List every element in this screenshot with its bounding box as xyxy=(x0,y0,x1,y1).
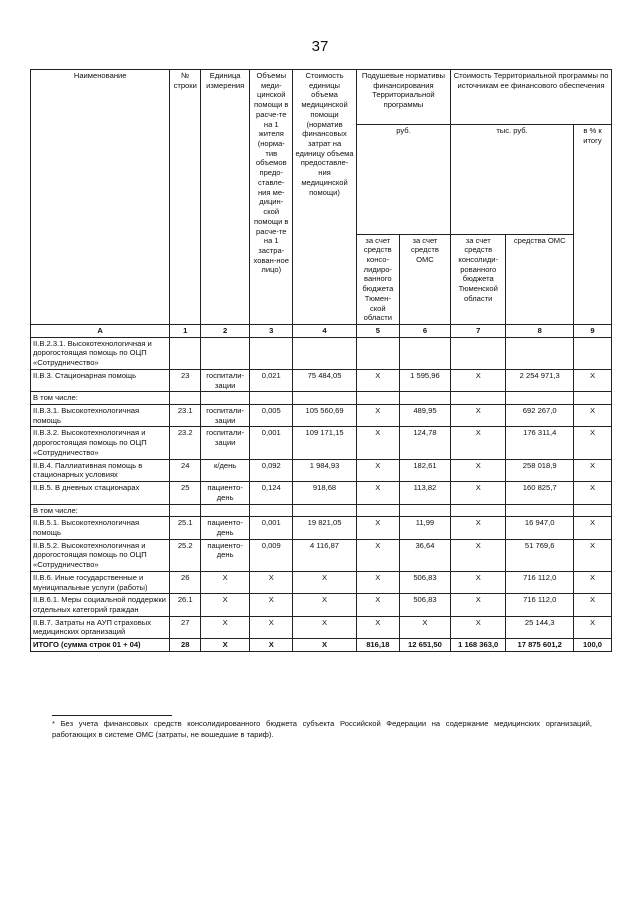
row-per-capita-oms xyxy=(399,337,450,369)
row-volume: 0,001 xyxy=(250,427,293,459)
row-total-budget xyxy=(451,337,506,369)
row-unit-cost: 19 821,05 xyxy=(293,517,357,539)
row-percent: Х xyxy=(574,571,612,593)
row-percent: Х xyxy=(574,517,612,539)
row-name: II.В.5.2. Высокотехнологичная и дорогостоящая помощь по ОЦП «Сотрудничество» xyxy=(31,539,170,571)
row-unit-cost: Х xyxy=(293,571,357,593)
row-volume xyxy=(250,504,293,517)
row-volume: Х xyxy=(250,616,293,638)
row-per-capita-budget: Х xyxy=(356,517,399,539)
row-unit: Х xyxy=(201,616,250,638)
row-percent: Х xyxy=(574,405,612,427)
row-unit: Х xyxy=(201,571,250,593)
row-name: II.В.3.2. Высокотехнологичная и дорогостоящая помощь по ОЦП «Сотрудничество» xyxy=(31,427,170,459)
row-volume xyxy=(250,392,293,405)
row-total-budget: Х xyxy=(451,539,506,571)
row-total-budget: Х xyxy=(451,571,506,593)
financing-table xyxy=(30,69,612,652)
row-per-capita-budget: Х xyxy=(356,594,399,616)
row-name: II.В.3.1. Высокотехнологичная помощь xyxy=(31,405,170,427)
column-number: А xyxy=(31,325,170,338)
row-unit: госпитали-зации xyxy=(201,405,250,427)
row-per-capita-oms xyxy=(399,392,450,405)
row-per-capita-oms xyxy=(399,504,450,517)
column-number: 3 xyxy=(250,325,293,338)
row-percent: Х xyxy=(574,369,612,391)
row-per-capita-oms: 506,83 xyxy=(399,594,450,616)
column-number: 8 xyxy=(506,325,574,338)
table-row xyxy=(31,369,612,391)
row-percent: Х xyxy=(574,427,612,459)
row-unit-cost: 1 984,93 xyxy=(293,459,357,481)
row-total-oms: 2 254 971,3 xyxy=(506,369,574,391)
row-volume: 0,092 xyxy=(250,459,293,481)
row-total-oms: 258 018,9 xyxy=(506,459,574,481)
row-total-oms: 51 769,6 xyxy=(506,539,574,571)
row-total-budget: Х xyxy=(451,459,506,481)
table-row xyxy=(31,392,612,405)
row-percent xyxy=(574,504,612,517)
row-total-oms xyxy=(506,392,574,405)
row-name: II.В.3. Стационарная помощь xyxy=(31,369,170,391)
table-row xyxy=(31,504,612,517)
row-total-oms: 16 947,0 xyxy=(506,517,574,539)
row-per-capita-budget xyxy=(356,392,399,405)
row-total-budget xyxy=(451,392,506,405)
row-name: II.В.4. Паллиативная помощь в стационарных условиях xyxy=(31,459,170,481)
row-per-capita-budget: Х xyxy=(356,369,399,391)
row-total-oms: 716 112,0 xyxy=(506,594,574,616)
row-percent: Х xyxy=(574,482,612,504)
header-total-oms: средства ОМС xyxy=(506,234,574,324)
row-per-capita-budget: Х xyxy=(356,539,399,571)
header-total-cost: Стоимость Территориальной программы по источникам ее финансового обеспечения xyxy=(451,70,612,125)
row-per-capita-oms: 36,64 xyxy=(399,539,450,571)
table-row xyxy=(31,639,612,652)
row-unit-cost: Х xyxy=(293,594,357,616)
row-unit: пациенто-день xyxy=(201,517,250,539)
row-percent: 100,0 xyxy=(574,639,612,652)
row-unit-cost: Х xyxy=(293,639,357,652)
table-row xyxy=(31,616,612,638)
row-unit xyxy=(201,337,250,369)
row-number: 27 xyxy=(170,616,201,638)
row-per-capita-oms: 489,95 xyxy=(399,405,450,427)
row-per-capita-oms: 124,78 xyxy=(399,427,450,459)
row-total-oms xyxy=(506,337,574,369)
footnote-separator xyxy=(52,715,172,716)
row-total-budget: 1 168 363,0 xyxy=(451,639,506,652)
row-total-oms: 176 311,4 xyxy=(506,427,574,459)
row-percent: Х xyxy=(574,594,612,616)
row-number: 23.2 xyxy=(170,427,201,459)
header-per-capita-oms: за счет средств ОМС xyxy=(399,234,450,324)
column-number: 6 xyxy=(399,325,450,338)
row-total-oms: 25 144,3 xyxy=(506,616,574,638)
row-total-budget: Х xyxy=(451,517,506,539)
row-name: II.В.6.1. Меры социальной поддержки отдельных категорий граждан xyxy=(31,594,170,616)
header-per-capita-budget: за счет средств консо-лидиро-ванного бюджета Тюмен-ской области xyxy=(356,234,399,324)
row-number: 24 xyxy=(170,459,201,481)
column-number: 2 xyxy=(201,325,250,338)
row-total-budget: Х xyxy=(451,616,506,638)
table-row xyxy=(31,405,612,427)
header-per-capita: Подушевые нормативы финансирования Территориальной программы xyxy=(356,70,450,125)
row-per-capita-budget xyxy=(356,337,399,369)
row-name: II.В.6. Иные государственные и муниципальные услуги (работы) xyxy=(31,571,170,593)
table-row xyxy=(31,517,612,539)
row-volume: Х xyxy=(250,594,293,616)
row-total-oms: 160 825,7 xyxy=(506,482,574,504)
row-number: 23.1 xyxy=(170,405,201,427)
row-per-capita-budget: Х xyxy=(356,427,399,459)
row-percent xyxy=(574,392,612,405)
row-volume: 0,021 xyxy=(250,369,293,391)
header-rub: руб. xyxy=(356,125,450,235)
row-per-capita-oms: Х xyxy=(399,616,450,638)
row-per-capita-budget: Х xyxy=(356,571,399,593)
header-volumes: Объемы меди-цинской помощи в расче-те на 1 жителя (норма-тив объемов предо-ставле-ния ме-дицин-ской помощи в расче-те на 1 застра-хован-ное лицо) xyxy=(250,70,293,325)
row-number xyxy=(170,504,201,517)
row-number xyxy=(170,337,201,369)
table-row xyxy=(31,482,612,504)
row-per-capita-oms: 506,83 xyxy=(399,571,450,593)
row-number: 25 xyxy=(170,482,201,504)
table-row xyxy=(31,427,612,459)
row-total-budget: Х xyxy=(451,427,506,459)
column-number: 1 xyxy=(170,325,201,338)
row-unit-cost xyxy=(293,504,357,517)
header-row-1 xyxy=(31,70,612,125)
row-per-capita-budget: 816,18 xyxy=(356,639,399,652)
row-total-oms: 692 267,0 xyxy=(506,405,574,427)
row-per-capita-oms: 11,99 xyxy=(399,517,450,539)
row-unit-cost: Х xyxy=(293,616,357,638)
row-number: 25.1 xyxy=(170,517,201,539)
header-row-number: № строки xyxy=(170,70,201,325)
row-number: 23 xyxy=(170,369,201,391)
row-name: II.В.5. В дневных стационарах xyxy=(31,482,170,504)
row-unit-cost: 918,68 xyxy=(293,482,357,504)
row-total-budget: Х xyxy=(451,594,506,616)
row-unit: госпитали-зации xyxy=(201,369,250,391)
row-per-capita-budget: Х xyxy=(356,616,399,638)
row-volume: Х xyxy=(250,639,293,652)
column-number: 9 xyxy=(574,325,612,338)
row-unit: Х xyxy=(201,594,250,616)
row-percent xyxy=(574,337,612,369)
row-per-capita-oms: 1 595,96 xyxy=(399,369,450,391)
column-number: 5 xyxy=(356,325,399,338)
header-percent: в % к итогу xyxy=(574,125,612,325)
row-unit-cost xyxy=(293,392,357,405)
column-numbers-row xyxy=(31,325,612,338)
row-total-budget: Х xyxy=(451,405,506,427)
table-body xyxy=(31,337,612,651)
footnote: * Без учета финансовых средств консолидированного бюджета субъекта Российской Федерации на содержание медицинских организаций, работающих в системе ОМС (затраты, не вошедшие в тариф). xyxy=(52,719,592,739)
header-name: Наименование xyxy=(31,70,170,325)
row-volume: 0,001 xyxy=(250,517,293,539)
row-name: В том числе: xyxy=(31,504,170,517)
row-total-oms xyxy=(506,504,574,517)
row-volume: 0,005 xyxy=(250,405,293,427)
column-number: 7 xyxy=(451,325,506,338)
row-per-capita-oms: 12 651,50 xyxy=(399,639,450,652)
table-row xyxy=(31,337,612,369)
column-number: 4 xyxy=(293,325,357,338)
row-number: 26.1 xyxy=(170,594,201,616)
row-total-oms: 716 112,0 xyxy=(506,571,574,593)
row-unit-cost: 75 484,05 xyxy=(293,369,357,391)
row-unit xyxy=(201,504,250,517)
row-volume: Х xyxy=(250,571,293,593)
table-row xyxy=(31,571,612,593)
row-unit-cost: 109 171,15 xyxy=(293,427,357,459)
row-total-budget xyxy=(451,504,506,517)
row-unit: Х xyxy=(201,639,250,652)
row-unit: пациенто-день xyxy=(201,482,250,504)
row-unit: к/день xyxy=(201,459,250,481)
row-name: ИТОГО (сумма строк 01 + 04) xyxy=(31,639,170,652)
row-per-capita-oms: 113,82 xyxy=(399,482,450,504)
row-unit-cost xyxy=(293,337,357,369)
row-volume xyxy=(250,337,293,369)
row-percent: Х xyxy=(574,616,612,638)
row-name: II.В.7. Затраты на АУП страховых медицинских организаций xyxy=(31,616,170,638)
row-number xyxy=(170,392,201,405)
header-unit: Единица измерения xyxy=(201,70,250,325)
row-number: 26 xyxy=(170,571,201,593)
row-total-budget: Х xyxy=(451,369,506,391)
row-per-capita-budget: Х xyxy=(356,405,399,427)
table-row xyxy=(31,459,612,481)
row-number: 28 xyxy=(170,639,201,652)
page-number: 37 xyxy=(311,38,329,55)
row-unit-cost: 4 116,87 xyxy=(293,539,357,571)
row-total-oms: 17 875 601,2 xyxy=(506,639,574,652)
row-per-capita-budget: Х xyxy=(356,482,399,504)
row-per-capita-oms: 182,61 xyxy=(399,459,450,481)
row-unit: пациенто-день xyxy=(201,539,250,571)
header-thous-rub: тыс. руб. xyxy=(451,125,574,234)
row-unit: госпитали-зации xyxy=(201,427,250,459)
row-total-budget: Х xyxy=(451,482,506,504)
table-row xyxy=(31,594,612,616)
row-per-capita-budget xyxy=(356,504,399,517)
row-percent: Х xyxy=(574,539,612,571)
header-total-budget: за счет средств консолиди-рованного бюджета Тюменской области xyxy=(451,234,506,324)
row-per-capita-budget: Х xyxy=(356,459,399,481)
row-name: II.В.5.1. Высокотехнологичная помощь xyxy=(31,517,170,539)
row-name: В том числе: xyxy=(31,392,170,405)
header-unit-cost: Стоимость единицы объема медицинской помощи (норматив финансовых затрат на единицу объема предоставле-ния медицинской помощи) xyxy=(293,70,357,325)
row-volume: 0,009 xyxy=(250,539,293,571)
row-unit-cost: 105 560,69 xyxy=(293,405,357,427)
table-row xyxy=(31,539,612,571)
row-volume: 0,124 xyxy=(250,482,293,504)
row-unit xyxy=(201,392,250,405)
row-name: II.В.2.3.1. Высокотехнологичная и дорогостоящая помощь по ОЦП «Сотрудничество» xyxy=(31,337,170,369)
row-percent: Х xyxy=(574,459,612,481)
row-number: 25.2 xyxy=(170,539,201,571)
